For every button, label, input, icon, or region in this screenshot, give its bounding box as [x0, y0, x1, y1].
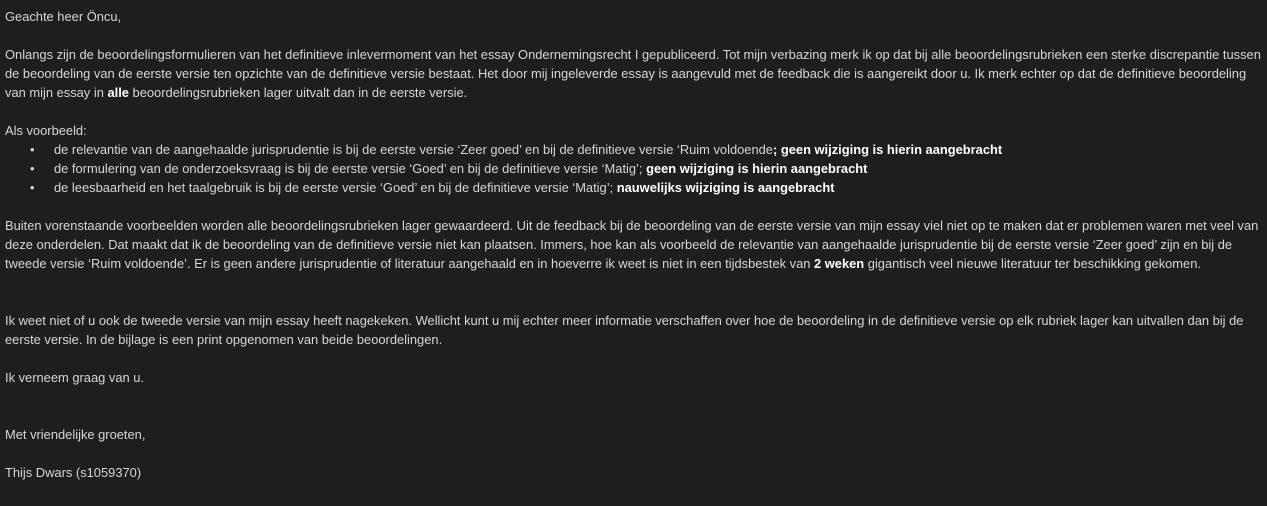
list-item [5, 140, 1262, 159]
example-intro: Als voorbeeld: [5, 123, 87, 138]
paragraph-feedback-bold: 2 weken [814, 256, 865, 271]
paragraph-feedback-text: Buiten vorenstaande voorbeelden worden alle beoordelingsrubrieken lager gewaardeerd. Uit de feedback bij de beoordeling van de eerste versie van mijn essay viel niet op te maken dat er problemen waren met veel van deze onderdelen. Dat maakt dat ik de beoordeling van de definitieve versie niet kan plaatsen. Immers, hoe kan als voorbeeld de relevantie van aangehaalde jurisprudentie bij de eerste versie ‘Zeer goed’ zijn en bij de tweede versie ‘Ruim voldoende’. Er is geen andere jurisprudentie of literatuur aangehaald en in hoeverre ik weet is niet in een tijdsbestek van [5, 218, 1259, 271]
list-item-text: de relevantie van de aangehaalde jurisprudentie is bij de eerste versie ‘Zeer goed’ en bij de definitieve versie ‘Ruim voldoende [54, 142, 773, 157]
paragraph-intro [5, 45, 1262, 102]
paragraph-intro-bold: alle [107, 85, 129, 100]
paragraph-request: Ik weet niet of u ook de tweede versie van mijn essay heeft nagekeken. Wellicht kunt u mij echter meer informatie verschaffen over hoe de beoordeling in de definitieve versie op elk rubriek lager kan uitvallen dan bij de eerste versie. In de bijlage is een print opgenomen van beide beoordelingen. [5, 313, 1244, 347]
paragraph-intro-text-end: beoordelingsrubrieken lager uitvalt dan in de eerste versie. [128, 85, 468, 100]
paragraph-await: Ik verneem graag van u. [5, 370, 145, 385]
list-item-text: de leesbaarheid en het taalgebruik is bij de eerste versie ‘Goed’ en bij de definitieve versie ‘Matig’; [54, 180, 617, 195]
paragraph-feedback-text-end: gigantisch veel nieuwe literatuur ter beschikking gekomen. [864, 256, 1201, 271]
list-item-bold: nauwelijks wijziging is aangebracht [616, 180, 835, 195]
list-item [5, 159, 1262, 178]
bullet-icon: • [30, 142, 35, 157]
list-item-bold: ; geen wijziging is hierin aangebracht [772, 142, 1003, 157]
bullet-icon: • [30, 161, 35, 176]
paragraph-feedback [5, 216, 1262, 273]
salutation: Geachte heer Öncu, [5, 9, 122, 24]
example-list [5, 140, 1262, 197]
paragraph-intro-text: Onlangs zijn de beoordelingsformulieren van het definitieve inlevermoment van het essay Ondernemingsrecht I gepubliceerd. Tot mijn verbazing merk ik op dat bij alle beoordelingsrubrieken een sterke discrepantie tussen de beoordeling van de eerste versie ten opzichte van de definitieve versie bestaat. Het door mij ingeleverde essay is aangevuld met de feedback die is aangereikt door u. Ik merk echter op dat de definitieve beoordeling van mijn essay in [5, 47, 1261, 100]
bullet-icon: • [30, 180, 35, 195]
signature: Thijs Dwars (s1059370) [5, 465, 142, 480]
closing: Met vriendelijke groeten, [5, 427, 146, 442]
list-item [5, 178, 1262, 197]
list-item-text: de formulering van de onderzoeksvraag is bij de eerste versie ‘Goed’ en bij de definitieve versie ‘Matig’; [54, 161, 647, 176]
list-item-bold: geen wijziging is hierin aangebracht [646, 161, 868, 176]
